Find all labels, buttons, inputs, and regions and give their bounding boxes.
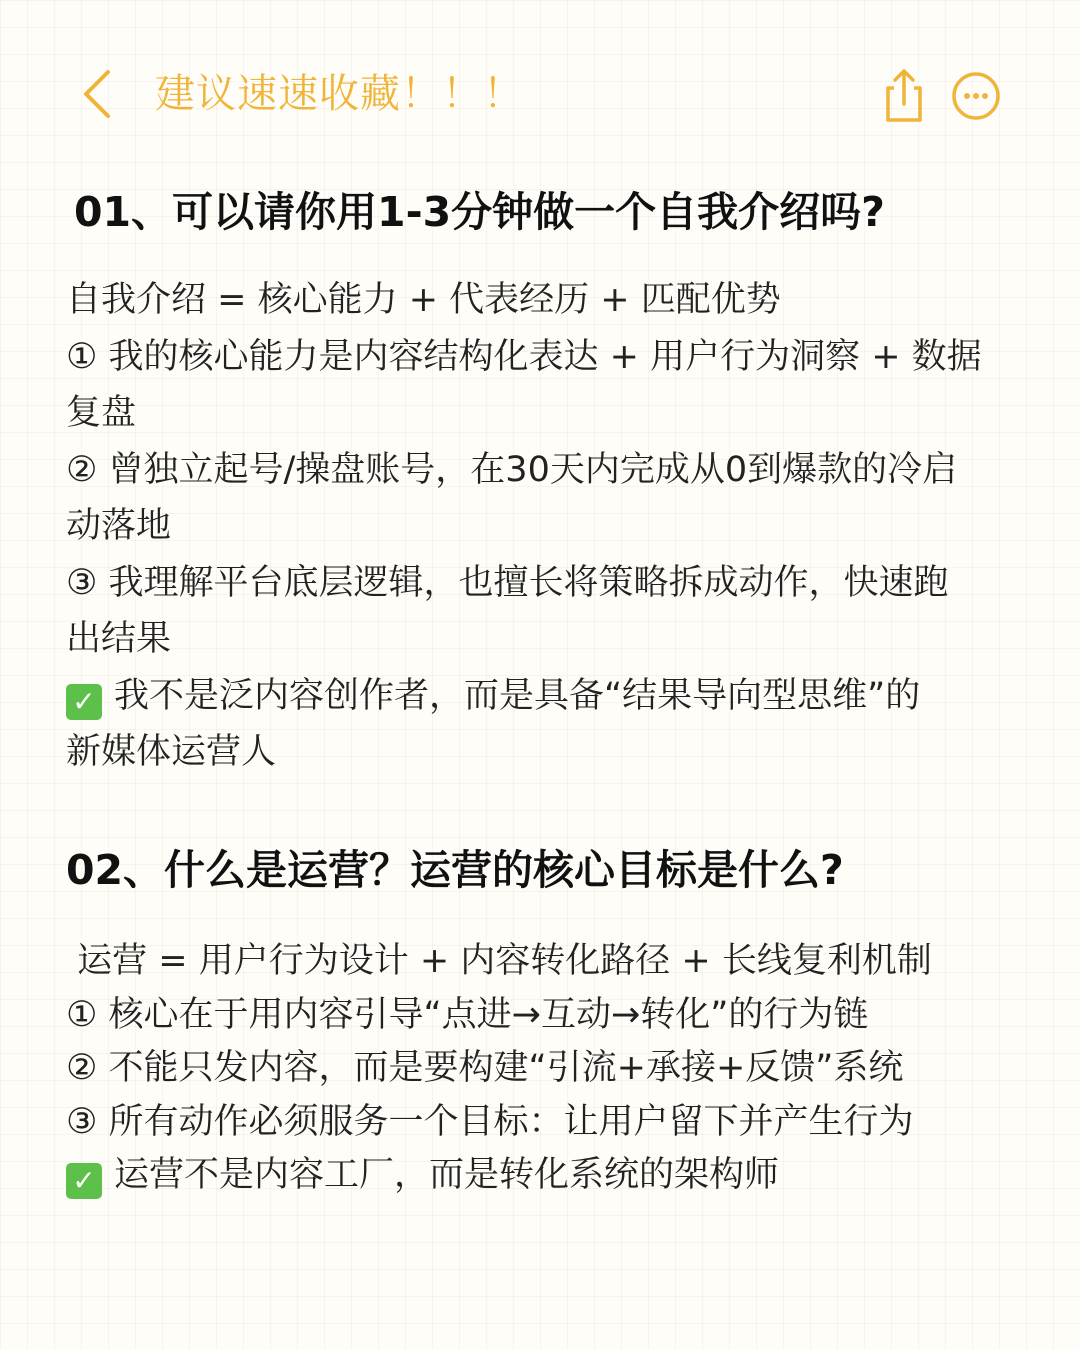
section1-line-point3-cont: 出结果: [66, 619, 172, 659]
section1-line-point1: ① 我的核心能力是内容结构化表达 + 用户行为洞察 + 数据: [66, 336, 982, 377]
section2-line-summary: [66, 1149, 1034, 1203]
section2-line-point3: ③ 所有动作必须服务一个目标：让用户留下并产生行为: [66, 1101, 914, 1142]
section2-line-point2: ② 不能只发内容，而是要构建“引流+承接+反馈”系统: [66, 1048, 904, 1088]
more-icon: [950, 70, 1002, 122]
share-icon: [880, 66, 928, 124]
section2-body: [66, 935, 1034, 1203]
section1-summary-text: 我不是泛内容创作者，而是具备“结果导向型思维”的: [114, 675, 921, 716]
more-options-button[interactable]: [950, 70, 1002, 122]
back-button[interactable]: [78, 66, 122, 122]
page-title: 建议速速收藏！！！: [155, 71, 524, 117]
chevron-left-icon: [78, 66, 122, 122]
section1-line-point3: ③ 我理解平台底层逻辑，也擅长将策略拆成动作，快速跑: [66, 562, 949, 603]
check-mark-icon: ✓: [66, 684, 102, 720]
section1-body: [66, 272, 1034, 781]
check-mark-icon: ✓: [66, 1163, 102, 1199]
section1-line-point2: ② 曾独立起号/操盘账号，在30天内完成从0到爆款的冷启: [66, 449, 958, 490]
top-navigation-bar: [0, 0, 1080, 190]
section1-line-formula: 自我介绍 = 核心能力 + 代表经历 + 匹配优势: [66, 280, 781, 320]
section2-summary-text: 运营不是内容工厂，而是转化系统的架构师: [114, 1155, 780, 1195]
section2-heading: 02、什么是运营？运营的核心目标是什么?: [66, 846, 844, 894]
section2-line-point1: ① 核心在于用内容引导“点进→互动→转化”的行为链: [66, 994, 869, 1035]
section1-line-summary: [66, 668, 1034, 725]
section1-line-summary-cont: 新媒体运营人: [66, 732, 277, 772]
share-button[interactable]: [880, 66, 928, 124]
section2-line-formula: 运营 = 用户行为设计 + 内容转化路径 + 长线复利机制: [66, 941, 932, 981]
section1-line-point2-cont: 动落地: [66, 506, 172, 546]
section1-heading: 01、可以请你用1-3分钟做一个自我介绍吗?: [74, 188, 885, 236]
section1-line-point1-cont: 复盘: [66, 393, 137, 433]
